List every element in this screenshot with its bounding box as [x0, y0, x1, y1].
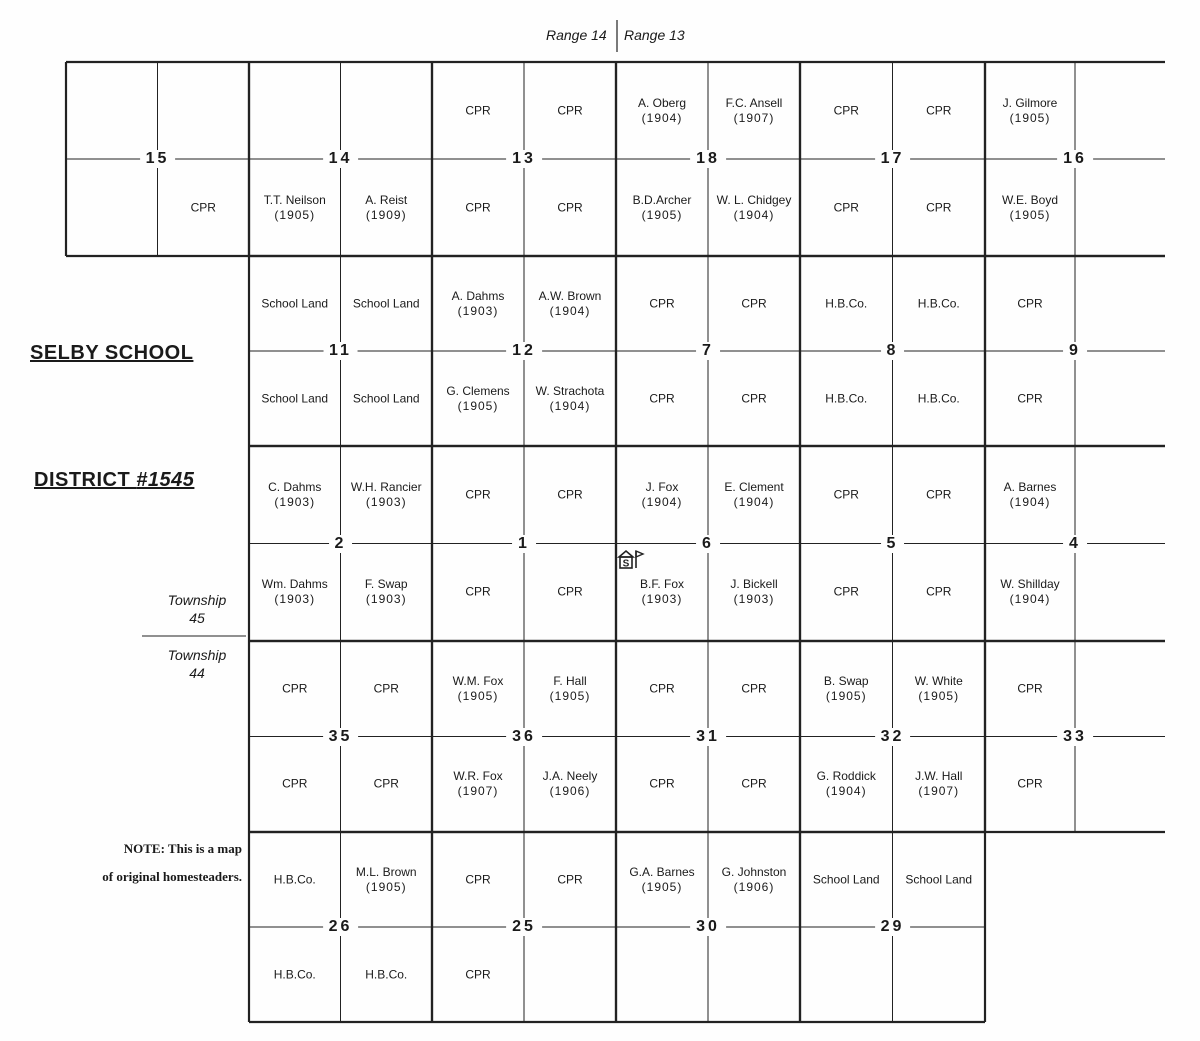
holder-name: CPR — [1017, 391, 1043, 405]
township-45-label — [157, 591, 237, 627]
holder-name: W. Shillday — [1000, 577, 1060, 592]
holder-name: Wm. Dahms — [261, 577, 328, 592]
section-number: 12 — [506, 342, 542, 360]
school-marker-letter: S — [622, 558, 630, 569]
holder-name: W. L. Chidgey — [716, 192, 792, 207]
holder-name: CPR — [741, 391, 767, 405]
map-note — [62, 835, 242, 891]
section-number: 36 — [506, 728, 542, 746]
quarter-holder — [557, 872, 582, 887]
quarter-holder — [1004, 480, 1057, 510]
section-number: 33 — [1057, 728, 1093, 746]
homestead-year: (1904) — [1009, 494, 1051, 509]
section-number: 31 — [690, 728, 726, 746]
holder-name: School Land — [261, 391, 329, 405]
homestead-year: (1903) — [641, 592, 683, 607]
holder-name: CPR — [282, 681, 308, 696]
section-number: 17 — [875, 150, 911, 168]
section-number: 29 — [875, 918, 911, 936]
holder-name: W.H. Rancier — [350, 479, 422, 494]
quarter-holder — [741, 391, 766, 406]
holder-name: H.B.Co. — [917, 391, 960, 405]
holder-name: CPR — [926, 103, 952, 117]
section-number: 7 — [696, 342, 720, 360]
quarter-holder — [1017, 777, 1042, 792]
quarter-holder — [649, 681, 674, 696]
section-number: 1 — [512, 535, 536, 553]
homestead-year: (1905) — [457, 688, 499, 703]
homestead-year: (1904) — [733, 207, 775, 222]
holder-name: B.F. Fox — [639, 577, 685, 592]
quarter-holder — [633, 193, 692, 223]
holder-name: F.C. Ansell — [725, 95, 783, 110]
section-number: 9 — [1063, 342, 1087, 360]
holder-name: CPR — [465, 200, 491, 214]
holder-name: CPR — [926, 487, 952, 502]
section-number: 16 — [1057, 150, 1093, 168]
holder-name: School Land — [812, 872, 880, 886]
quarter-holder — [274, 967, 316, 982]
holder-name: CPR — [649, 776, 675, 791]
quarter-holder — [536, 384, 605, 414]
quarter-holder — [261, 296, 328, 311]
township-44-number: 44 — [189, 665, 205, 681]
holder-name: G. Johnston — [721, 864, 787, 879]
holder-name: CPR — [557, 584, 583, 599]
quarter-holder — [557, 200, 582, 215]
quarter-holder — [649, 391, 674, 406]
holder-name: CPR — [833, 487, 859, 502]
section-number: 18 — [690, 150, 726, 168]
quarter-holder — [539, 289, 602, 319]
district-title: SELBY SCHOOL — [30, 342, 194, 364]
quarter-holder — [557, 103, 582, 118]
quarter-holder — [1017, 296, 1042, 311]
quarter-holder — [543, 769, 598, 799]
quarter-holder — [834, 585, 859, 600]
quarter-holder — [374, 777, 399, 792]
holder-name: CPR — [926, 200, 952, 214]
homestead-year: (1907) — [457, 784, 499, 799]
section-number: 11 — [323, 342, 358, 360]
holder-name: CPR — [1017, 681, 1043, 696]
quarter-holder — [365, 967, 407, 982]
section-number: 25 — [506, 918, 542, 936]
homestead-year: (1903) — [457, 303, 499, 318]
quarter-holder — [1017, 681, 1042, 696]
township-45-name: Township — [167, 592, 227, 608]
quarter-holder — [926, 585, 951, 600]
quarter-holder — [465, 967, 490, 982]
quarter-holder — [262, 577, 328, 607]
section-number: 5 — [881, 535, 905, 553]
quarter-holder — [926, 103, 951, 118]
holder-name: A. Reist — [365, 192, 408, 207]
holder-name: J. Bickell — [730, 577, 778, 592]
school-flag-icon — [617, 549, 645, 569]
quarter-holder — [365, 193, 407, 223]
holder-name: CPR — [1017, 296, 1043, 310]
holder-name: School Land — [352, 296, 420, 310]
quarter-holder — [282, 777, 307, 792]
section-number: 8 — [881, 342, 905, 360]
holder-name: CPR — [926, 584, 952, 599]
homestead-year: (1907) — [733, 110, 775, 125]
quarter-holder — [1000, 577, 1059, 607]
quarter-holder — [268, 480, 321, 510]
range-14-label: Range 14 — [546, 27, 607, 43]
quarter-holder — [353, 391, 420, 406]
township-45-number: 45 — [189, 610, 205, 626]
holder-name: CPR — [557, 103, 583, 117]
homestead-year: (1905) — [918, 688, 960, 703]
holder-name: H.B.Co. — [273, 967, 316, 981]
holder-name: School Land — [905, 872, 973, 886]
holder-name: J. Gilmore — [1002, 95, 1058, 110]
holder-name: School Land — [261, 296, 329, 310]
holder-name: B.D.Archer — [632, 192, 692, 207]
quarter-holder — [465, 487, 490, 502]
quarter-holder — [465, 103, 490, 118]
homestead-year: (1906) — [733, 879, 775, 894]
quarter-holder — [550, 674, 591, 704]
homestead-year: (1905) — [1009, 110, 1051, 125]
holder-name: CPR — [373, 776, 399, 791]
quarter-holder — [274, 872, 316, 887]
holder-name: CPR — [833, 200, 859, 214]
quarter-holder — [557, 585, 582, 600]
holder-name: J. Fox — [645, 479, 679, 494]
holder-name: CPR — [557, 872, 583, 886]
quarter-holder — [834, 487, 859, 502]
district-number: #1545 — [136, 469, 195, 491]
holder-name: H.B.Co. — [917, 296, 960, 310]
holder-name: G.A. Barnes — [629, 864, 695, 879]
quarter-holder — [915, 769, 962, 799]
holder-name: W. White — [914, 673, 963, 688]
homestead-year: (1904) — [641, 110, 683, 125]
quarter-holder — [264, 193, 326, 223]
township-44-label — [157, 646, 237, 682]
holder-name: CPR — [557, 200, 583, 214]
homestead-year: (1905) — [641, 207, 683, 222]
homestead-year: (1909) — [365, 207, 407, 222]
section-number: 26 — [323, 918, 359, 936]
section-number: 35 — [323, 728, 359, 746]
homestead-year: (1905) — [365, 879, 407, 894]
holder-name: E. Clement — [724, 479, 784, 494]
quarter-holder — [926, 487, 951, 502]
section-number: 13 — [506, 150, 542, 168]
quarter-holder — [724, 480, 783, 510]
holder-name: J.A. Neely — [542, 769, 598, 784]
holder-name: CPR — [649, 681, 675, 696]
holder-name: W.M. Fox — [452, 673, 504, 688]
quarter-holder — [356, 865, 417, 895]
quarter-holder — [741, 296, 766, 311]
quarter-holder — [557, 487, 582, 502]
township-44-name: Township — [167, 647, 227, 663]
quarter-holder — [649, 296, 674, 311]
quarter-holder — [638, 96, 686, 126]
holder-name: H.B.Co. — [273, 872, 316, 886]
quarter-holder — [824, 674, 869, 704]
homestead-year: (1904) — [733, 494, 775, 509]
quarter-holder — [282, 681, 307, 696]
section-number: 30 — [690, 918, 726, 936]
quarter-holder — [918, 296, 960, 311]
quarter-holder — [453, 769, 502, 799]
homestead-year: (1905) — [825, 688, 867, 703]
holder-name: CPR — [741, 681, 767, 696]
note-line-1: NOTE: This is a map — [123, 841, 242, 856]
holder-name: CPR — [465, 487, 491, 502]
holder-name: H.B.Co. — [365, 967, 408, 981]
holder-name: A. Dahms — [451, 288, 505, 303]
homestead-year: (1905) — [641, 879, 683, 894]
quarter-holder — [1017, 391, 1042, 406]
homestead-year: (1905) — [549, 688, 591, 703]
holder-name: J.W. Hall — [915, 769, 963, 784]
quarter-holder — [834, 200, 859, 215]
homestead-year: (1904) — [549, 398, 591, 413]
quarter-holder — [1003, 96, 1058, 126]
holder-name: G. Roddick — [816, 769, 876, 784]
holder-name: CPR — [465, 103, 491, 117]
quarter-holder — [465, 585, 490, 600]
quarter-holder — [813, 872, 880, 887]
section-number: 2 — [329, 535, 353, 553]
section-number: 15 — [140, 150, 176, 168]
quarter-holder — [817, 769, 876, 799]
quarter-holder — [905, 872, 972, 887]
holder-name: CPR — [465, 584, 491, 599]
holder-name: CPR — [465, 872, 491, 886]
homestead-year: (1903) — [274, 494, 316, 509]
holder-name: H.B.Co. — [825, 391, 868, 405]
section-number: 14 — [323, 150, 359, 168]
holder-name: F. Hall — [553, 673, 587, 688]
homestead-year: (1903) — [365, 592, 407, 607]
quarter-holder — [722, 865, 787, 895]
district-title-text: DISTRICT — [34, 469, 137, 491]
homestead-year: (1904) — [1009, 592, 1051, 607]
holder-name: CPR — [833, 584, 859, 599]
holder-name: CPR — [373, 681, 399, 696]
holder-name: CPR — [741, 296, 767, 310]
range-13-label: Range 13 — [624, 27, 685, 43]
quarter-holder — [365, 577, 408, 607]
holder-name: CPR — [649, 391, 675, 405]
homestead-year: (1905) — [274, 207, 316, 222]
quarter-holder — [642, 480, 683, 510]
homestead-year: (1903) — [733, 592, 775, 607]
homestead-year: (1904) — [641, 494, 683, 509]
quarter-holder — [1002, 193, 1058, 223]
homestead-year: (1905) — [1009, 207, 1051, 222]
holder-name: B. Swap — [823, 673, 869, 688]
holder-name: W. Strachota — [535, 383, 605, 398]
quarter-holder — [465, 872, 490, 887]
note-line-2: of original homesteaders. — [102, 869, 242, 884]
holder-name: School Land — [352, 391, 420, 405]
holder-name: CPR — [833, 103, 859, 117]
holder-name: F. Swap — [364, 577, 408, 592]
holder-name: A. Barnes — [1003, 479, 1057, 494]
quarter-holder — [465, 200, 490, 215]
holder-name: W.R. Fox — [453, 769, 503, 784]
quarter-holder — [918, 391, 960, 406]
quarter-holder — [730, 577, 777, 607]
holder-name: G. Clemens — [446, 383, 510, 398]
quarter-holder — [649, 777, 674, 792]
section-number: 4 — [1063, 535, 1087, 553]
quarter-holder — [926, 200, 951, 215]
quarter-holder — [191, 200, 216, 215]
district-number-title — [34, 469, 194, 492]
quarter-holder — [453, 674, 504, 704]
homestead-year: (1904) — [549, 303, 591, 318]
homestead-year: (1903) — [365, 494, 407, 509]
quarter-holder — [446, 384, 509, 414]
holder-name: M.L. Brown — [355, 864, 417, 879]
quarter-holder — [834, 103, 859, 118]
quarter-holder — [629, 865, 694, 895]
quarter-holder — [374, 681, 399, 696]
quarter-holder — [825, 296, 867, 311]
quarter-holder — [717, 193, 792, 223]
quarter-holder — [741, 681, 766, 696]
holder-name: CPR — [190, 200, 216, 214]
homestead-year: (1904) — [825, 784, 867, 799]
holder-name: C. Dahms — [268, 479, 322, 494]
quarter-holder — [353, 296, 420, 311]
holder-name: T.T. Neilson — [263, 192, 326, 207]
holder-name: CPR — [649, 296, 675, 310]
holder-name: CPR — [282, 776, 308, 791]
quarter-holder — [261, 391, 328, 406]
homestead-year: (1907) — [918, 784, 960, 799]
quarter-holder — [351, 480, 422, 510]
holder-name: A. Oberg — [637, 95, 687, 110]
holder-name: CPR — [557, 487, 583, 502]
quarter-holder — [726, 96, 783, 126]
section-number: 32 — [875, 728, 911, 746]
holder-name: CPR — [1017, 776, 1043, 791]
quarter-holder — [825, 391, 867, 406]
holder-name: W.E. Boyd — [1001, 192, 1059, 207]
homestead-year: (1905) — [457, 398, 499, 413]
holder-name: CPR — [465, 967, 491, 981]
section-number: 6 — [696, 535, 720, 553]
holder-name: CPR — [741, 776, 767, 791]
homestead-year: (1906) — [549, 784, 591, 799]
quarter-holder — [452, 289, 505, 319]
quarter-holder — [915, 674, 963, 704]
quarter-holder — [640, 577, 684, 607]
quarter-holder — [741, 777, 766, 792]
holder-name: H.B.Co. — [825, 296, 868, 310]
holder-name: A.W. Brown — [538, 288, 602, 303]
homestead-year: (1903) — [274, 592, 316, 607]
